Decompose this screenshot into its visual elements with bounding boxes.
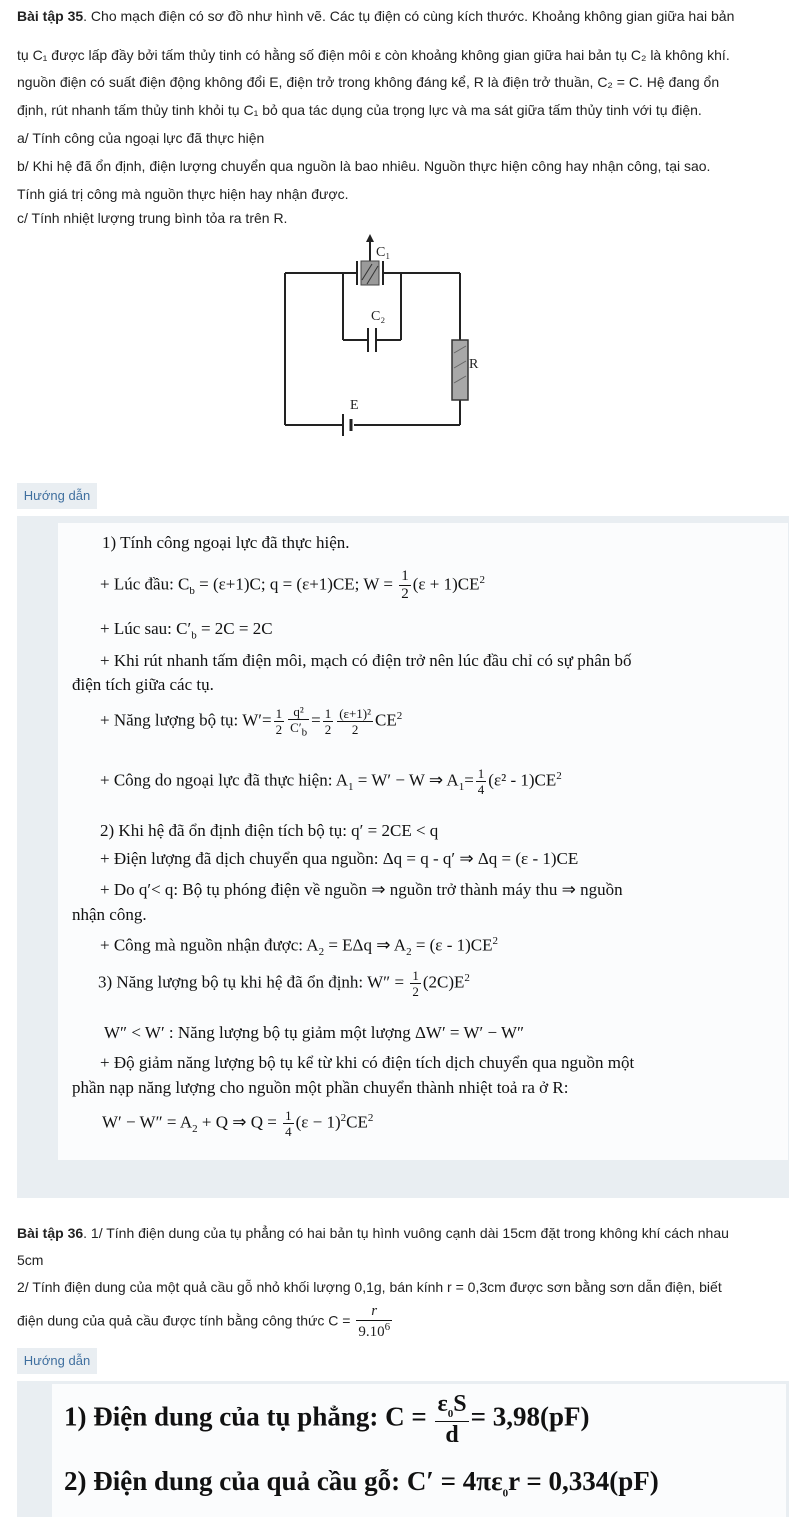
ex35-line-3: nguồn điện có suất điện động không đổi E, điện trở trong không đáng kể, R là điện trở thuần, C₂ = C. Hệ đang ổn — [17, 74, 720, 90]
sol35-step3: 3) Năng lượng bộ tụ khi hệ đã ổn định: W″ = $\frac{1}{2}$ $(2C)E^2$ — [98, 968, 470, 999]
ex35-title: Bài tập 35 — [17, 8, 84, 24]
sol35-work: + Công do ngoại lực đã thực hiện: $A_1 = W' - W$ ⇒ $A_1=$ $\frac{1}{4}$ $(\varepsilon^2 - 1)CE^2$ — [100, 766, 562, 797]
ex36-line-4: điện dung của quả cầu được tính bằng công thức C = $\frac{r}{9.10^6}$ — [17, 1303, 391, 1340]
sol35-after: + Lúc sau: $C'_b = 2C = 2C$ — [100, 619, 273, 642]
sol35-step1: 1) Tính công ngoại lực đã thực hiện. — [102, 533, 350, 552]
ex35-question-b2: Tính giá trị công mà nguồn thực hiện hay nhận được. — [17, 186, 349, 202]
sol35-energy-drop: W″ < W′ : Năng lượng bộ tụ giảm một lượng ΔW′ = W′ − W″ — [104, 1023, 525, 1042]
sol35-heat: $W' - W'' = A_2 + Q$ ⇒ Q = $\frac{1}{4}$ $(\varepsilon - 1)^2CE^2$ — [102, 1108, 374, 1139]
sol35-step2: 2) Khi hệ đã ổn định điện tích bộ tụ: q′ = 2CE < q — [100, 821, 439, 840]
sol35-source-work: + Công mà nguồn nhận được: $A_2 = E\Delta q$ ⇒ $A_2 = (\varepsilon - 1)CE^2$ — [100, 935, 498, 959]
sol35-remove-a: + Khi rút nhanh tấm điện môi, mạch có điện trở nên lúc đầu chỉ có sự phân bố — [100, 651, 632, 670]
sol36-sphere-capacitance: 2) Điện dung của quả cầu gỗ: $C' = 4\pi\varepsilon_0r = 0,334(pF)$ — [64, 1466, 659, 1500]
label-c1: C₁ — [376, 245, 391, 260]
ex35-question-c: c/ Tính nhiệt lượng trung bình tỏa ra trên R. — [17, 210, 288, 226]
sol35-remove-b: điện tích giữa các tụ. — [72, 675, 214, 694]
ex35-line-4: định, rút nhanh tấm thủy tinh khỏi tụ C₁ bỏ qua tác dụng của trọng lực và ma sát giữa tấm thủy tinh với tụ điện. — [17, 102, 702, 118]
ex36-line-1: Bài tập 36. 1/ Tính điện dung của tụ phẳng có hai bản tụ hình vuông cạnh dài 15cm đặt trong không khí cách nhau — [17, 1225, 729, 1241]
label-c2: C₂ — [371, 309, 386, 324]
sol35-charge-moved: + Điện lượng đã dịch chuyển qua nguồn: Δq = q - q′ ⇒ Δq = (ε - 1)CE — [100, 849, 579, 868]
sol35-discharge-a: + Do q′< q: Bộ tụ phóng điện về nguồn ⇒ nguồn trở thành máy thu ⇒ nguồn — [100, 880, 623, 899]
ex35-question-a: a/ Tính công của ngoại lực đã thực hiện — [17, 130, 265, 146]
ex35-line-1: Bài tập 35. Cho mạch điện có sơ đồ như hình vẽ. Các tụ điện có cùng kích thước. Khoảng không gian giữa hai bản — [17, 8, 735, 24]
circuit-diagram — [270, 228, 500, 450]
ex36-title: Bài tập 36 — [17, 1225, 84, 1241]
label-e: E — [350, 398, 359, 413]
label-r: R — [469, 357, 479, 372]
solution-35 — [58, 523, 788, 1160]
solution-36 — [52, 1384, 786, 1517]
sol35-decrease-a: + Độ giảm năng lượng bộ tụ kể từ khi có điện tích dịch chuyển qua nguồn một — [100, 1053, 635, 1072]
guide-tab-35[interactable]: Hướng dẫn — [17, 483, 97, 509]
sol35-initial: + Lúc đầu: $C_b = (\varepsilon+1)C$; q = (ε+1)CE; W = $\frac{1}{2}$ $(\varepsilon + 1)CE^2$ — [100, 568, 485, 602]
ex36-line-2: 5cm — [17, 1252, 44, 1268]
sol35-discharge-b: nhận công. — [72, 905, 147, 924]
ex35-question-b1: b/ Khi hệ đã ổn định, điện lượng chuyển qua nguồn là bao nhiêu. Nguồn thực hiện công hay nhận công, tại sao. — [17, 158, 711, 174]
resistor-r — [452, 340, 468, 400]
sol35-decrease-b: phần nạp năng lượng cho nguồn một phần chuyển thành nhiệt toả ra ở R: — [72, 1078, 569, 1097]
sol35-energy: + Năng lượng bộ tụ: W′= $\frac{1}{2}$ $\frac{\text{q²}}{C'_b}$ = $\frac{1}{2}$ $\frac{\text{(ε+1)²}}{2}$ $CE^2$ — [100, 704, 403, 739]
ex35-line-2: tụ C₁ được lấp đầy bởi tấm thủy tinh có hằng số điện môi ε còn khoảng không gian giữa hai bản tụ C₂ là không khí. — [17, 47, 730, 63]
guide-tab-36[interactable]: Hướng dẫn — [17, 1348, 97, 1374]
ex36-line-3: 2/ Tính điện dung của một quả cầu gỗ nhỏ khối lượng 0,1g, bán kính r = 0,3cm được sơn bằng sơn dẫn điện, biết — [17, 1279, 722, 1295]
sol36-plate-capacitance: 1) Điện dung của tụ phẳng: C = $\frac{\varepsilon_0S}{d}$ = 3,98(pF) — [64, 1391, 590, 1448]
